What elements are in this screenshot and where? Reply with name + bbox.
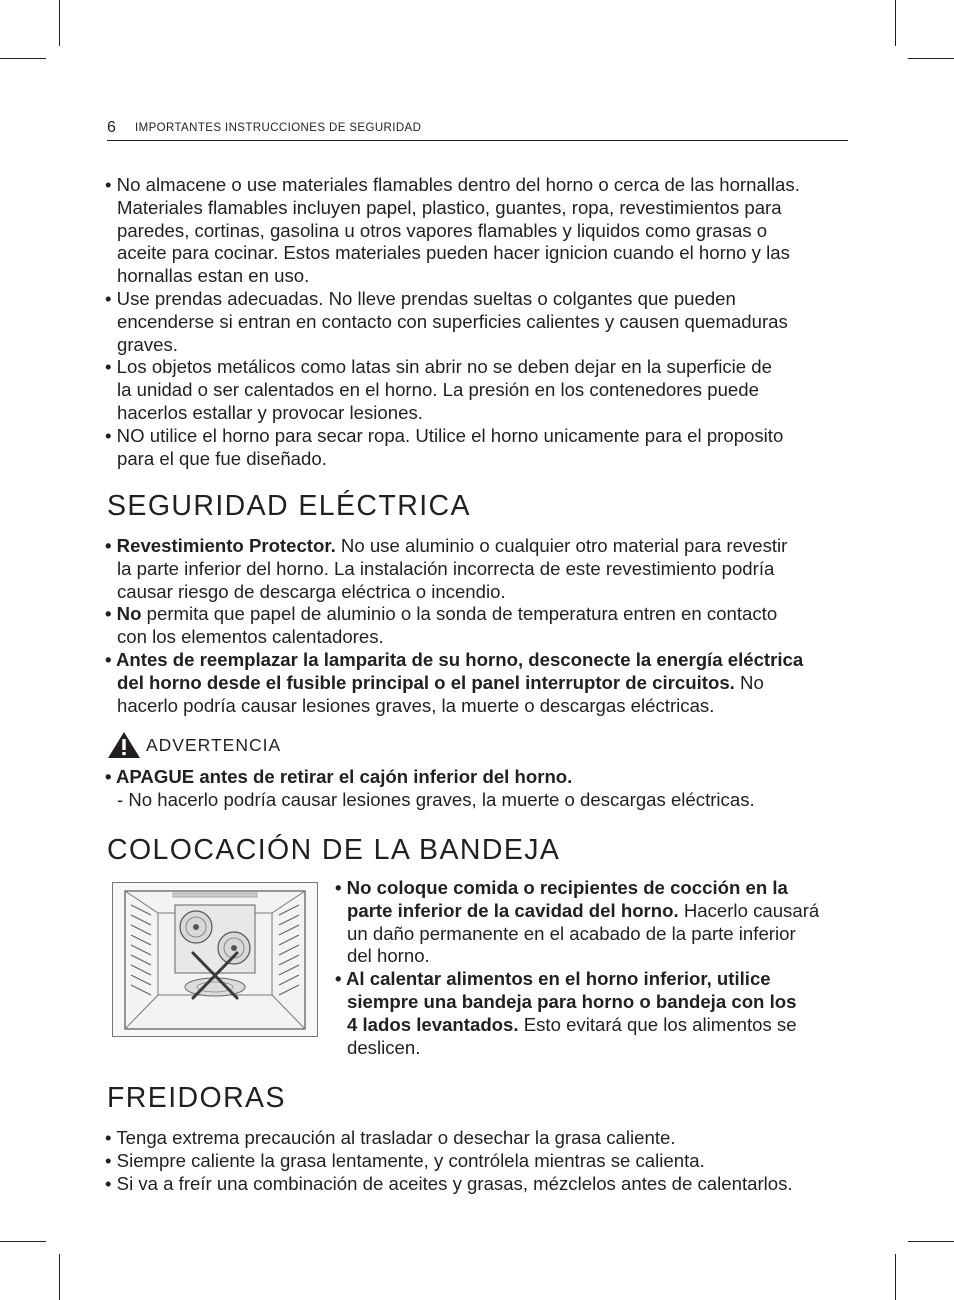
crop-mark — [908, 1241, 954, 1242]
list-item-line: Materiales flamables incluyen papel, plastico, guantes, ropa, revestimientos para — [117, 196, 782, 218]
list-item-line: encenderse si entran en contacto con superficies calientes y causen quemaduras — [117, 310, 788, 332]
list-item-line — [335, 900, 850, 923]
tray-list — [335, 877, 850, 1059]
list-item: • Si va a freír una combinación de aceites y grasas, mézclelos antes de calentarlos. — [105, 1172, 793, 1194]
body-text: No — [734, 671, 764, 693]
list-item: • No almacene o use materiales flamables dentro del horno o cerca de las hornallas. — [105, 174, 800, 195]
list-item: • Los objetos metálicos como latas sin abrir no se deben dejar en la superficie de — [105, 356, 772, 378]
bold-text: • APAGUE antes de retirar el cajón inferior del horno. — [105, 766, 573, 787]
list-item: • NO utilice el horno para secar ropa. Utilice el horno unicamente para el proposito — [105, 424, 784, 446]
list-item-line: graves. — [117, 333, 178, 355]
list-item-line: un daño permanente en el acabado de la parte inferior — [347, 922, 796, 944]
crop-mark — [0, 58, 46, 59]
warning-triangle-icon — [107, 731, 141, 759]
list-item: • Tenga extrema precaución al trasladar o desechar la grasa caliente. — [105, 1127, 676, 1148]
body-text: Hacerlo causará — [678, 899, 820, 921]
list-item-line: del horno. — [347, 945, 430, 967]
bold-text: parte inferior de la cavidad del horno. — [347, 899, 679, 921]
warning-label: ADVERTENCIA — [146, 734, 282, 755]
oven-drawing — [113, 883, 317, 1036]
crop-mark — [895, 0, 896, 46]
list-item-line: la unidad o ser calentados en el horno. La presión en los contenedores puede — [117, 379, 759, 401]
list-item-line: deslicen. — [347, 1036, 421, 1058]
fryers-list — [105, 1127, 850, 1195]
list-item — [105, 766, 850, 789]
page-header — [107, 118, 848, 141]
list-item: • Use prendas adecuadas. No lleve prendas sueltas o colgantes que pueden — [105, 287, 736, 309]
list-item-line: con los elementos calentadores. — [117, 626, 384, 648]
list-item-line — [335, 1014, 850, 1037]
list-item — [335, 968, 850, 991]
list-item: • Siempre caliente la grasa lentamente, y contrólela mientras se calienta. — [105, 1149, 705, 1171]
bold-text: 4 lados levantados. — [347, 1013, 519, 1035]
list-item-line: causar riesgo de descarga eléctrica o incendio. — [117, 580, 506, 602]
bold-text: • Revestimiento Protector. — [105, 535, 336, 556]
warning-list — [105, 766, 850, 812]
crop-mark — [0, 1241, 46, 1242]
list-item-line: hornallas estan en uso. — [117, 265, 310, 287]
list-item-line: hacerlos estallar y provocar lesiones. — [117, 401, 423, 423]
bold-text: • Antes de reemplazar la lamparita de su horno, desconecte la energía eléctrica — [105, 648, 804, 670]
bold-text: siempre una bandeja para horno o bandeja con los — [347, 990, 797, 1012]
section-title-tray: COLOCACIÓN DE LA BANDEJA — [107, 834, 561, 866]
warning-callout — [107, 730, 281, 760]
body-text: permita que papel de aluminio o la sonda de temperatura entren en contacto — [141, 603, 778, 625]
crop-mark — [59, 1254, 60, 1300]
bold-text: • No — [105, 603, 142, 625]
list-item-line: la parte inferior del horno. La instalación incorrecta de este revestimiento podría — [117, 557, 775, 579]
header-title: IMPORTANTES INSTRUCCIONES DE SEGURIDAD — [135, 122, 422, 134]
crop-mark — [59, 0, 60, 46]
section-title-fryers: FREIDORAS — [107, 1082, 286, 1114]
general-safety-list — [105, 174, 850, 470]
body-text: Esto evitará que los alimentos se — [518, 1013, 797, 1035]
body-text: No use aluminio o cualquier otro material para revestir — [335, 535, 788, 556]
bold-text: • No coloque comida o recipientes de cocción en la — [335, 877, 788, 898]
bold-text: del horno desde el fusible principal o el panel interruptor de circuitos. — [117, 671, 735, 693]
list-item-line: - No hacerlo podría causar lesiones graves, la muerte o descargas eléctricas. — [117, 788, 755, 810]
page-number: 6 — [107, 119, 116, 136]
list-item-line: para el que fue diseñado. — [117, 447, 327, 469]
list-item — [105, 603, 850, 626]
list-item — [105, 535, 850, 558]
crop-mark — [908, 58, 954, 59]
crop-mark — [895, 1254, 896, 1300]
list-item-line: hacerlo podría causar lesiones graves, la muerte o descargas eléctricas. — [117, 694, 715, 716]
list-item-line — [335, 991, 850, 1014]
oven-cavity-illustration — [112, 882, 318, 1037]
list-item — [335, 877, 850, 900]
list-item-line: aceite para cocinar. Estos materiales pueden hacer ignicion cuando el horno y las — [117, 242, 790, 264]
bold-text: • Al calentar alimentos en el horno inferior, utilice — [335, 968, 771, 990]
list-item-line — [105, 672, 850, 695]
list-item — [105, 649, 850, 672]
electrical-safety-list — [105, 535, 850, 717]
section-title-electrical: SEGURIDAD ELÉCTRICA — [107, 490, 471, 522]
list-item-line: paredes, cortinas, gasolina u otros vapores flamables y liquidos como grasas o — [117, 219, 768, 241]
